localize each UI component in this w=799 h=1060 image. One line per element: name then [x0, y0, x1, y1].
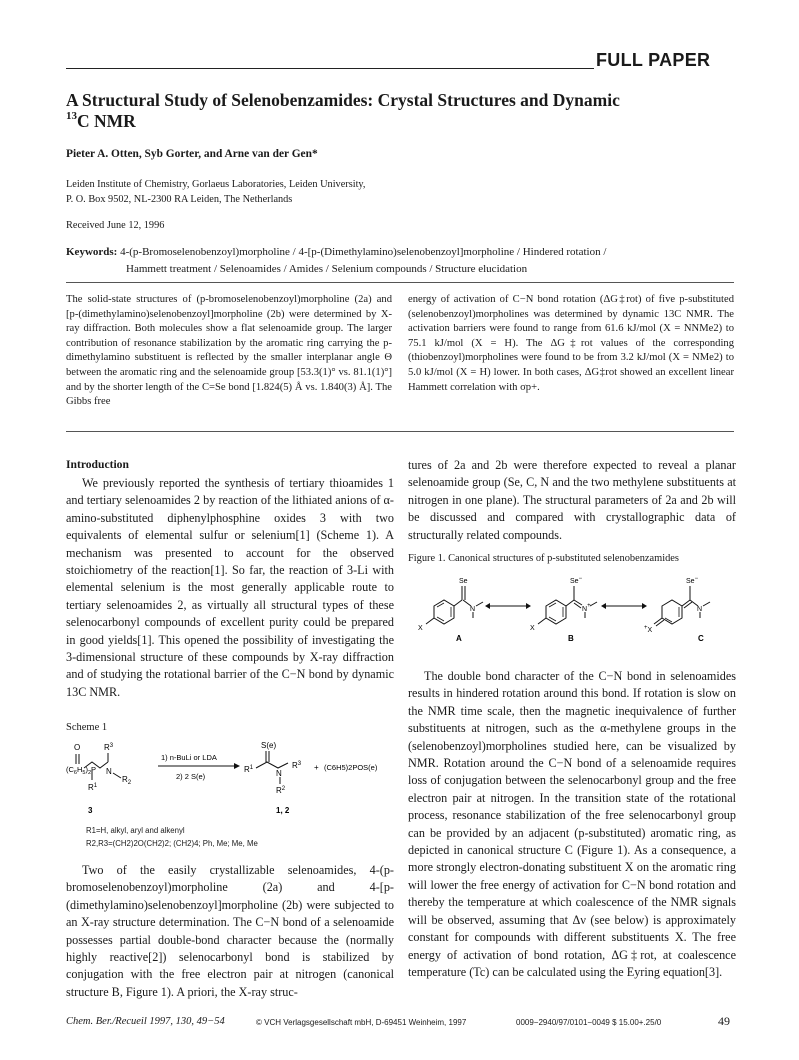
svg-text:+X: +X: [644, 625, 653, 634]
structure-b: [530, 576, 597, 643]
keywords-line-1: Keywords: 4-(p-Bromoselenobenzoyl)morpholine / 4-[p-(Dimethylamino)selenobenzoyl]morpholine / Hindered rotation /: [66, 246, 607, 258]
abstract-right: [408, 293, 734, 395]
scheme-ph2p: $(C_6H_5)_2P$: [66, 765, 97, 776]
section-label: FULL PAPER: [596, 50, 711, 70]
structure-c: [644, 576, 710, 643]
header-rule: [66, 68, 594, 69]
svg-text:N: N: [470, 606, 476, 613]
svg-text:Se: Se: [459, 578, 468, 585]
scheme-1-drawing: [66, 738, 396, 830]
structure-c-label: C: [698, 634, 704, 643]
keywords-line-2: Hammett treatment / Selenoamides / Amides / Selenium compounds / Structure elucidation: [126, 262, 528, 275]
authors: Pieter A. Otten, Syb Gorter, and Arne van der Gen*: [66, 148, 318, 160]
svg-text:R2: $R_2$: [122, 775, 132, 786]
keywords: [66, 244, 756, 277]
structure-a: [418, 578, 483, 643]
abstract-right-text: energy of activation of C−N bond rotation (ΔG‡rot) of five p-substituted (selenobenzoyl)morpholines was determined by dynamic 13C NMR. The activation barriers were found to range from 61.6 kJ/mol (X = NNMe2) to 75.1 kJ/mol (X = H). The ΔG‡rot values of the corresponding (thiobenzoyl)morpholines were found to be from 3.2 kJ/mol (X = NMe2) to 5.0 kJ/mol (X = H) lower. In both cases, ΔG‡rot showed an excellent linear Hammett correlation with σp+.: [408, 294, 734, 393]
svg-text:R2: $R^2$: [276, 786, 286, 795]
keywords-rule: [66, 282, 734, 283]
svg-text:N: N: [106, 767, 112, 776]
intro-column-right-top: [408, 457, 736, 544]
svg-text:X: X: [530, 625, 535, 632]
scheme-arrow-bottom: 2) 2 S(e): [176, 772, 206, 781]
svg-text:+: +: [314, 763, 319, 772]
svg-text:R3: $R^3$: [292, 761, 302, 770]
scheme-product-number: 1, 2: [276, 806, 290, 815]
intro-heading: Introduction: [66, 458, 129, 471]
svg-text:R1: $R^1$: [88, 783, 98, 792]
svg-text:N: N: [697, 606, 703, 613]
scheme-o-atom: O: [74, 743, 81, 752]
page-number: 49: [718, 1014, 730, 1028]
intro-paragraph-4: The double bond character of the C−N bond in selenoamides results in hindered rotation around this bond. If rotation is slow on the NMR time scale, then the magnetic inequivalence of further substituents at nitrogen, such as the α-methylene groups in the (selenobenzoyl)morpholines studied here, can be visualized by NMR. Rotation around the C−N bond of a selenoamide requires loss of conjugation between the selenocarbonyl group and the free electron pair at nitrogen. In the transition state of the rotational process, resonance stabilization of the free selenocarbonyl group can be provided by an adjacent (p-substituted) aromatic ring, as depicted in canonical structure C (Figure 1). As a consequence, a more strongly electron-donating substituent X on the aromatic ring will lower the free energy of activation for C−N bond rotation and thereby the temperature at which coalescence of the NMR signals will be observed, assuming that Δν (see below) is approximately constant for compounds with different substituents X. The free energy of activation of bond rotation, ΔG‡rot, at coalescence temperature (Tc) can be calculated using the Eyring equation[3].: [408, 669, 736, 979]
intro-paragraph-2: Two of the easily crystallizable selenoamides, 4-(p-bromoselenobenzoyl)morpholine (2a) and 4-[p-(dimethylamino)selenobenzoyl]morpholine (2b) were subjected to an X-ray structure determination. The C−N bond of a selenoamide possesses partial double-bond character because the (normally highly reactive[2]) selenocarbonyl bond is stabilized by conjugation with the free electron pair at nitrogen (canonical structure B, Figure 1). A priori, the X-ray struc-: [66, 863, 394, 999]
abstract-left: [66, 293, 392, 410]
svg-text:Se−: Se−: [686, 576, 699, 585]
article-title: [66, 90, 746, 132]
intro-paragraph-1: We previously reported the synthesis of tertiary thioamides 1 and tertiary selenoamides 2 by reaction of the lithiated anions of α-amino-substituted diphenylphosphine oxides 3 with two equivalents of elemental sulfur or selenium[1] (Scheme 1). A mechanism was presented to account for the observed stoichiometry of the reaction[1]. So far, the reaction of 3-Li with elemental selenium is the most generally applicable route to tertiary selenoamides 2, as virtually all structural types of these selenocarbonyl compounds of excellent purity could be prepared in good yields[1]. This opened the possibility of investigating the 3-dimensional structure of these compounds by X-ray diffraction and of studying the rotational barrier of the C−N bond by dynamic 13C NMR.: [66, 476, 394, 699]
affiliation: [66, 178, 365, 207]
scheme-label: Scheme 1: [66, 722, 108, 733]
affiliation-line-1: Leiden Institute of Chemistry, Gorlaeus Laboratories, Leiden University,: [66, 179, 366, 190]
scheme-r3-atom: $R^3$: [104, 743, 114, 752]
scheme-note-1: R1=H, alkyl, aryl and alkenyl: [86, 826, 185, 835]
figure-1-drawing: [408, 566, 738, 646]
intro-column-left-top: [66, 475, 394, 701]
received-date: Received June 12, 1996: [66, 220, 165, 231]
figure-1-caption: Figure 1. Canonical structures of p-substituted selenobenzamides: [408, 553, 679, 564]
scheme-reactant-number: 3: [88, 806, 93, 815]
svg-text:S(e): S(e): [261, 741, 277, 750]
abstract-rule: [66, 431, 734, 432]
scheme-byproduct: (C6H5)2POS(e): [324, 763, 378, 772]
structure-a-label: A: [456, 634, 462, 643]
title-line-2: $^{13}$C NMR: [66, 110, 136, 131]
title-line-1: A Structural Study of Selenobenzamides: Crystal Structures and Dynamic: [66, 90, 620, 110]
affiliation-line-2: P. O. Box 9502, NL-2300 RA Leiden, The Netherlands: [66, 193, 293, 205]
abstract-left-text: The solid-state structures of (p-bromoselenobenzoyl)morpholine (2a) and [p-(dimethylamino)selenobenzoyl]morpholine (2b) were determined by X-ray diffraction. Both molecules show a flat selenoamide group. The larger contribution of resonance stabilization by the aromatic ring carrying the p-dimethylamino substituent is reflected by the smaller interplanar angle Θ between the aromatic ring and the selenoamide group [53.3(1)° vs. 81.1(1)°] and by the shorter length of the C=Se bond [1.824(5) Å vs. 1.840(3) Å]. The Gibbs free: [66, 294, 392, 408]
intro-paragraph-3: tures of 2a and 2b were therefore expected to reveal a planar selenoamide group (Se, C, N and the two methylene substituents at nitrogen in one plane). The structural parameters of 2a and 2b will be discussed and compared with crystallographic data of structurally related compounds.: [408, 458, 736, 542]
footer-journal: Chem. Ber./Recueil 1997, 130, 49−54: [66, 1016, 225, 1027]
svg-text:X: X: [418, 625, 423, 632]
svg-text:N: N: [276, 769, 282, 778]
keywords-label: Keywords:: [66, 246, 118, 258]
footer-publisher: © VCH Verlagsgesellschaft mbH, D-69451 Weinheim, 1997: [256, 1018, 467, 1027]
svg-text:R1: $R^1$: [244, 765, 254, 774]
scheme-note-2: R2,R3=(CH2)2O(CH2)2; (CH2)4; Ph, Me; Me, Me: [86, 839, 258, 848]
svg-text:N+: N+: [582, 603, 591, 613]
intro-column-right-bottom: [408, 668, 736, 981]
scheme-arrow-top: 1) n-BuLi or LDA: [161, 753, 217, 762]
structure-b-label: B: [568, 634, 574, 643]
title-isotope: 13: [66, 110, 77, 123]
footer-code: 0009−2940/97/0101−0049 $ 15.00+.25/0: [516, 1018, 662, 1027]
svg-text:Se−: Se−: [570, 576, 583, 585]
intro-column-left-bottom: [66, 862, 394, 1001]
